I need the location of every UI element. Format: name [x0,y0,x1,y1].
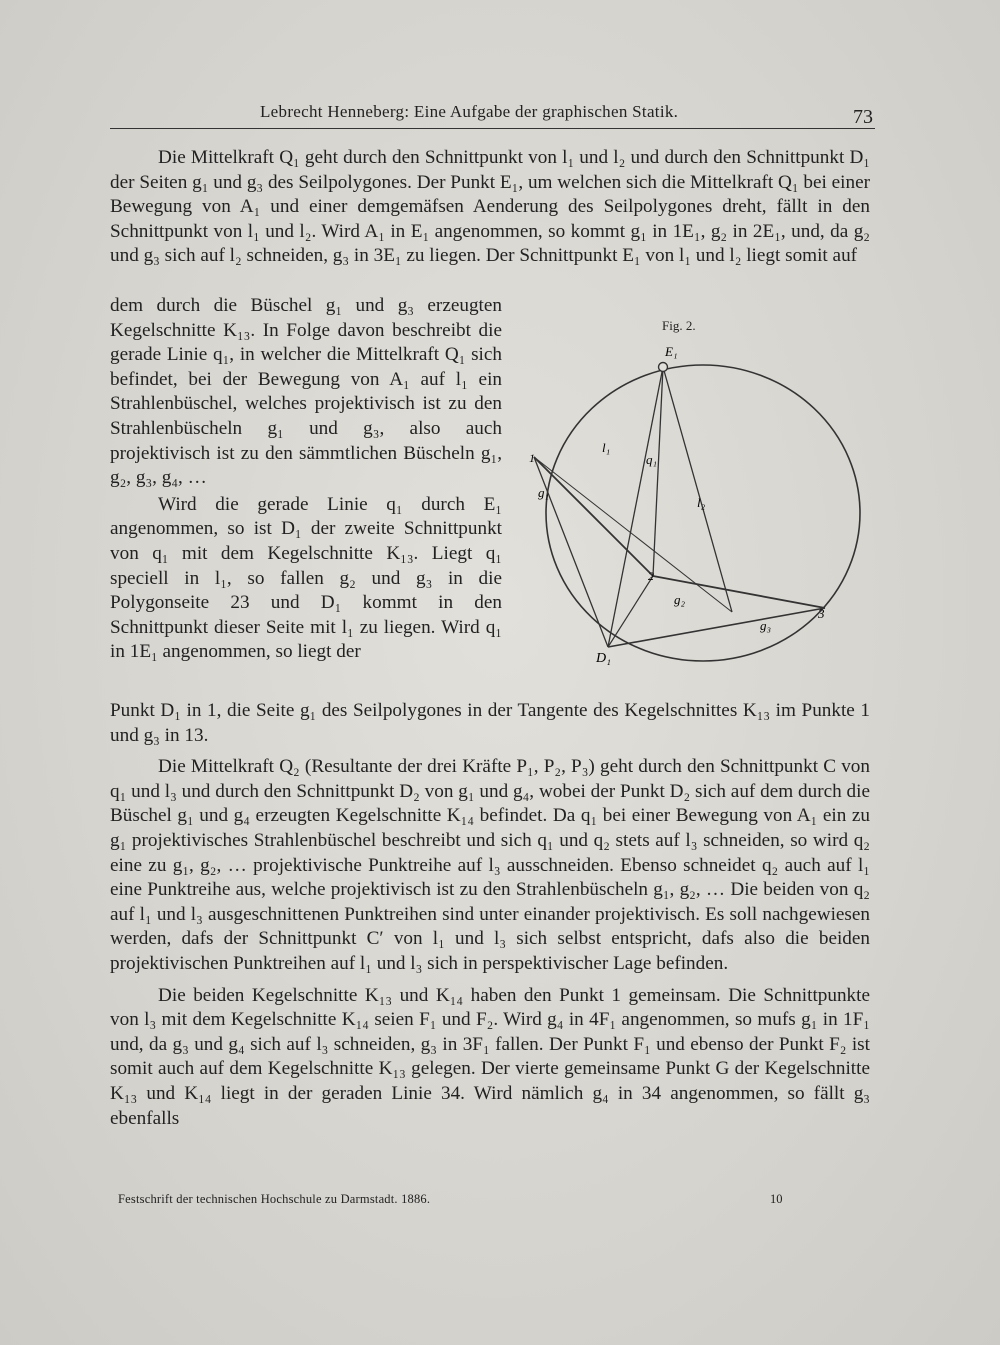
paragraph-1 [110,146,870,269]
line-g3 [608,608,825,647]
label-point-1: 1 [529,451,535,465]
label-l1: l₁ [602,440,611,455]
paragraph-2: dem durch die Büschel g₁ und g₃ erzeugten Kegelschnitte K₁₃. In Folge davon beschreibt die gerade Linie q₁, in welcher die Mittelkraft Q₁ sich befindet, bei der Bewegung von A₁ auf l₁ ein Strahlenbüschel, welches projektivisch ist zu den Strahlenbüscheln g₁ und g₃, also auch projektivisch ist zu den sämmtlichen Büscheln g₁, g₂, g₃, g₄, … [110,295,502,489]
label-d1: D₁ [596,651,611,666]
paragraph-4: Punkt D₁ in 1, die Seite g₁ des Seilpolygones in der Tangente des Kegelschnittes K₁₃ im Punkte 1 und g₃ in 13. [110,700,870,746]
conic-k13 [546,365,860,661]
label-point-2: 2 [648,569,654,583]
header-title: Lebrecht Henneberg: Eine Aufgabe der graphischen Statik. [260,102,679,121]
narrow-column [110,294,502,665]
label-l2: l₂ [697,495,706,510]
label-g1: g₁ [538,485,550,500]
label-q1: q₁ [646,452,658,467]
paragraph-5: Die Mittelkraft Q₂ (Resultante der drei Kräfte P₁, P₂, P₃) geht durch den Schnittpunkt C von q₁ und l₃ und durch den Schnittpunkt D₂ von g₁ und g₄, wobei der Punkt D₂ sich auf dem durch die Büschel g₁ und g₄ erzeugten Kegelschnitte K₁₄ befindet. Da q₁ bei einer Bewegung von A₁ ein zu g₁ projektivisches Strahlenbüschel beschreibt und sich q₁ und q₂ stets auf l₃ schneiden, so wird q₂ eine zu g₁, g₂, … projektivische Punktreihe auf l₃ ausschneiden. Ebenso schneidet q₂ auch auf l₁ eine Punktreihe aus, welche projektivisch ist zu den Strahlenbüscheln g₁, g₂, … Die beiden von q₂ auf l₁ und l₃ ausgeschnittenen Punktreihen sind unter einander projektivisch. Es soll nachgewiesen werden, dafs der Schnittpunkt C′ von l₁ und l₃ sich selbst entspricht, dafs also die beiden projektivischen Punktreihen auf l₁ und l₃ sich in perspektivischer Lage befinden. [110,756,870,974]
page-number: 73 [853,106,873,128]
paragraph-1-text: Die Mittelkraft Q₁ geht durch den Schnittpunkt von l₁ und l₂ und durch den Schnittpunkt D₁ der Seiten g₁ und g₃ des Seilpolygones. Der Punkt E₁, um welchen sich die Mittelkraft Q₁ bei einer Bewegung von A₁ und einer demgemäfsen Aenderung des Seilpolygones dreht, fällt in den Schnittpunkt von l₁ und l₂. Wird A₁ in E₁ angenommen, so kommt g₁ in 1E₁, g₂ in 2E₁, und, da g₂ und g₃ sich auf l₂ schneiden, g₃ in 3E₁ zu liegen. Der Schnittpunkt E₁ von l₁ und l₂ liegt somit auf [110,147,870,267]
line-l1 [608,367,663,647]
line-g1 [534,457,653,576]
line-q1 [653,367,663,576]
figure-2 [520,340,870,670]
point-e1 [659,363,668,372]
label-e1: E₁ [665,344,678,359]
label-point-3: 3 [818,606,825,621]
running-header [110,96,875,129]
paragraph-3: Wird die gerade Linie q₁ durch E₁ angenommen, so ist D₁ der zweite Schnittpunkt von q₁ mit dem Kegelschnitte K₁₃. Liegt q₁ speciell in l₁, so fallen g₂ und g₃ in die Polygonseite 23 und D₁ kommt in den Schnittpunkt dieser Seite mit l₁ zu liegen. Wird q₁ in 1E₁ angenommen, so liegt der [110,493,502,663]
footer-publication: Festschrift der technischen Hochschule zu Darmstadt. 1886. [118,1192,431,1206]
line-l2 [663,367,732,612]
footer-sheet-number: 10 [770,1192,783,1206]
figure-caption: Fig. 2. [662,318,696,333]
paragraph-6: Die beiden Kegelschnitte K₁₃ und K₁₄ haben den Punkt 1 gemeinsam. Die Schnittpunkte von l₃ mit dem Kegelschnitte K₁₄ seien F₁ und F₂. Wird g₄ in 4F₁ angenommen, so mufs g₁ in 1F₁ und, da g₃ und g₄ sich auf l₃ schneiden, g₃ in 3F₁ fallen. Der Punkt F₁ und ebenso der Punkt F₂ ist somit auch auf dem Kegelschnitte K₁₃ gelegen. Der vierte gemeinsame Punkt G der Kegelschnitte K₁₃ und K₁₄ liegt in der geraden Linie 34. Wird nämlich g₄ in 34 angenommen, so fällt g₃ ebenfalls [110,984,870,1129]
wide-column [110,699,870,1131]
label-g2: g₂ [674,592,686,607]
label-g3: g₃ [760,618,772,633]
